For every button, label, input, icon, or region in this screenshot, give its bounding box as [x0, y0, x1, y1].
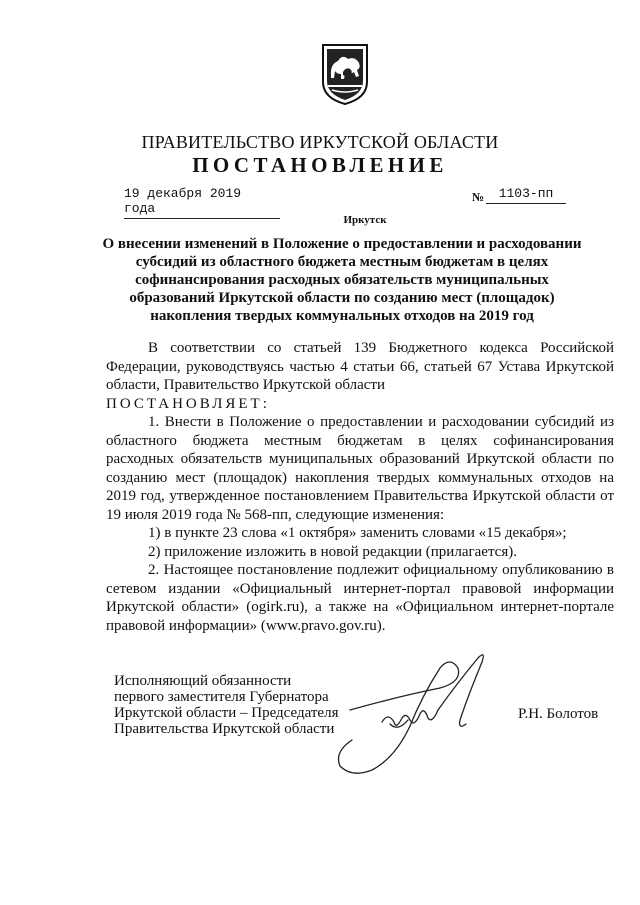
- position-line: первого заместителя Губернатора: [114, 689, 329, 705]
- document-title: [96, 235, 588, 325]
- document-date: 19 декабря 2019 года: [124, 186, 280, 219]
- title-line: образований Иркутской области по созданию мест (площадок): [129, 290, 555, 306]
- preamble-paragraph: В соответствии со статьей 139 Бюджетного кодекса Российской Федерации, руководствуясь частью 4 статьи 66, статьей 67 Устава Иркутской области, Правительство Иркутской области: [106, 340, 614, 393]
- item-1-1-paragraph: 1) в пункте 23 слова «1 октября» заменить словами «15 декабря»;: [148, 525, 567, 541]
- title-line: субсидий из областного бюджета местным бюджетам в целях: [135, 254, 549, 270]
- item-2-paragraph: 2. Настоящее постановление подлежит официальному опубликованию в сетевом издании «Официальный интернет-портал правовой информации Иркутской области» (ogirk.ru), а также на «Официальном интернет-портале правовой информации» (www.pravo.gov.ru).: [106, 562, 614, 634]
- document-type: ПОСТАНОВЛЕНИЕ: [192, 153, 448, 177]
- government-name: ПРАВИТЕЛЬСТВО ИРКУТСКОЙ ОБЛАСТИ: [141, 132, 499, 152]
- handwritten-signature: [290, 648, 510, 778]
- city-name: Иркутск: [343, 214, 387, 226]
- document-body: [106, 339, 614, 635]
- signer-name: Р.Н. Болотов: [518, 706, 599, 722]
- position-line: Исполняющий обязанности: [114, 673, 292, 689]
- item-1-paragraph: 1. Внести в Положение о предоставлении и расходовании субсидий из областного бюджета местным бюджетам в целях софинансирования расходных обязательств муниципальных образований Иркутской области по созданию мест (площадок) накопления твердых коммунальных отходов на 2019 год, утвержденное постановлением Правительства Иркутской области от 19 июля 2019 года № 568-пп, следующие изменения:: [106, 414, 614, 523]
- position-line: Иркутской области – Председателя: [114, 705, 339, 721]
- coat-of-arms-emblem: [320, 42, 370, 106]
- title-line: софинансирования расходных обязательств муниципальных: [135, 272, 549, 288]
- position-line: Правительства Иркутской области: [114, 721, 335, 737]
- title-line: накопления твердых коммунальных отходов на 2019 год: [150, 308, 534, 324]
- item-1-2-paragraph: 2) приложение изложить в новой редакции (прилагается).: [148, 543, 517, 560]
- number-sign: №: [472, 190, 485, 204]
- title-line: О внесении изменений в Положение о предоставлении и расходовании: [102, 236, 582, 252]
- resolves-keyword: ПОСТАНОВЛЯЕТ:: [106, 395, 270, 412]
- document-number: 1103-пп: [486, 186, 566, 204]
